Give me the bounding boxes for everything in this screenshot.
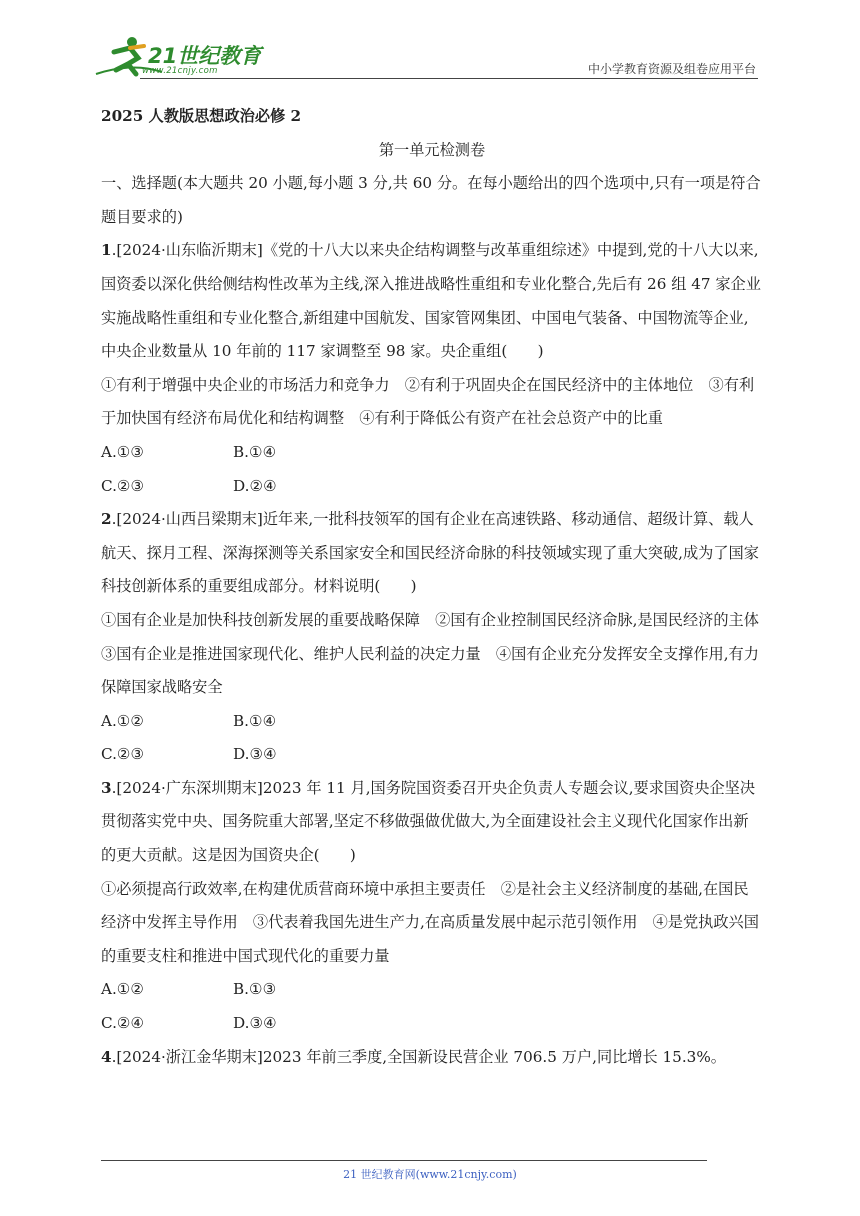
option-a[interactable]: A.①② <box>101 711 145 730</box>
question-statements: ①必须提高行政效率,在构建优质营商环境中承担主要责任 ②是社会主义经济制度的基础,在国民经济中发挥主导作用 ③代表着我国先进生产力,在高质量发展中起示范引领作用 ④是党执政兴国的重要支柱和推进中国式现代化的重要力量 <box>101 879 759 965</box>
question-stem: .[2024·浙江金华期末]2023 年前三季度,全国新设民营企业 706.5 万户,同比增长 15.3%。 <box>111 1047 726 1066</box>
question-number: 1 <box>101 241 112 260</box>
option-b[interactable]: B.①③ <box>233 980 277 999</box>
question-2 <box>101 503 775 772</box>
option-row <box>101 436 763 470</box>
page-header <box>0 0 860 80</box>
question-stem: .[2024·山东临沂期末]《党的十八大以来央企结构调整与改革重组综述》中提到,党的十八大以来,国资委以深化供给侧结构性改革为主线,深入推进战略性重组和专业化整合,先后有 26 组 47 家企业实施战略性重组和专业化整合,新组建中国航发、国家管网集团、中国电气装备、中国物流等企业,中央企业数量从 10 年前的 117 家调整至 98 家。央企重组( ) <box>101 241 761 361</box>
question-statements: ①国有企业是加快科技创新发展的重要战略保障 ②国有企业控制国民经济命脉,是国民经济的主体 ③国有企业是推进国家现代化、维护人民利益的决定力量 ④国有企业充分发挥安全支撑作用,有力保障国家战略安全 <box>101 610 775 697</box>
book-title: 2025 人教版思想政治必修 2 <box>101 107 302 125</box>
question-stem: .[2024·广东深圳期末]2023 年 11 月,国务院国资委召开央企负责人专题会议,要求国资央企坚决贯彻落实党中央、国务院重大部署,坚定不移做强做优做大,为全面建设社会主义现代化国家作出新的更大贡献。这是因为国资央企( ) <box>101 778 756 865</box>
question-statements: ①有利于增强中央企业的市场活力和竞争力 ②有利于巩固央企在国民经济中的主体地位 ③有利于加快国有经济布局优化和结构调整 ④有利于降低公有资产在社会总资产中的比重 <box>101 375 755 428</box>
logo-brand-text: 21世纪教育 <box>148 44 262 68</box>
option-d[interactable]: D.③④ <box>233 745 277 764</box>
footer-divider <box>101 1160 707 1161</box>
option-row <box>101 705 763 739</box>
question-3 <box>101 772 763 1041</box>
option-row <box>101 738 763 772</box>
option-c[interactable]: C.②③ <box>101 476 145 495</box>
question-1 <box>101 234 763 503</box>
question-stem: .[2024·山西吕梁期末]近年来,一批科技领军的国有企业在高速铁路、移动通信、超级计算、载人航天、探月工程、深海探测等关系国家安全和国民经济命脉的科技领域实现了重大突破,成为了国家科技创新体系的重要组成部分。材料说明( ) <box>101 510 759 596</box>
question-number: 2 <box>101 510 112 529</box>
option-row <box>101 973 763 1007</box>
question-number: 3 <box>101 778 112 797</box>
option-d[interactable]: D.②④ <box>233 476 277 495</box>
option-b[interactable]: B.①④ <box>233 442 277 461</box>
option-row <box>101 1007 763 1041</box>
logo-url-text: www.21cnjy.com <box>142 66 218 76</box>
option-d[interactable]: D.③④ <box>233 1014 277 1033</box>
option-row <box>101 470 763 504</box>
footer-link[interactable]: 21 世纪教育网(www.21cnjy.com) <box>343 1168 517 1181</box>
section-heading: 一、选择题(本大题共 20 小题,每小题 3 分,共 60 分。在每小题给出的四个选项中,只有一项是符合题目要求的) <box>101 174 761 226</box>
option-c[interactable]: C.②④ <box>101 1014 145 1033</box>
unit-title: 第一单元检测卷 <box>378 140 486 159</box>
question-number: 4 <box>101 1047 112 1066</box>
document-body <box>101 100 775 1074</box>
question-4 <box>101 1041 763 1075</box>
option-a[interactable]: A.①③ <box>101 442 145 461</box>
platform-label: 中小学教育资源及组卷应用平台 <box>587 62 756 76</box>
header-divider <box>140 78 758 79</box>
option-a[interactable]: A.①② <box>101 980 145 999</box>
option-c[interactable]: C.②③ <box>101 745 145 764</box>
option-b[interactable]: B.①④ <box>233 711 277 730</box>
